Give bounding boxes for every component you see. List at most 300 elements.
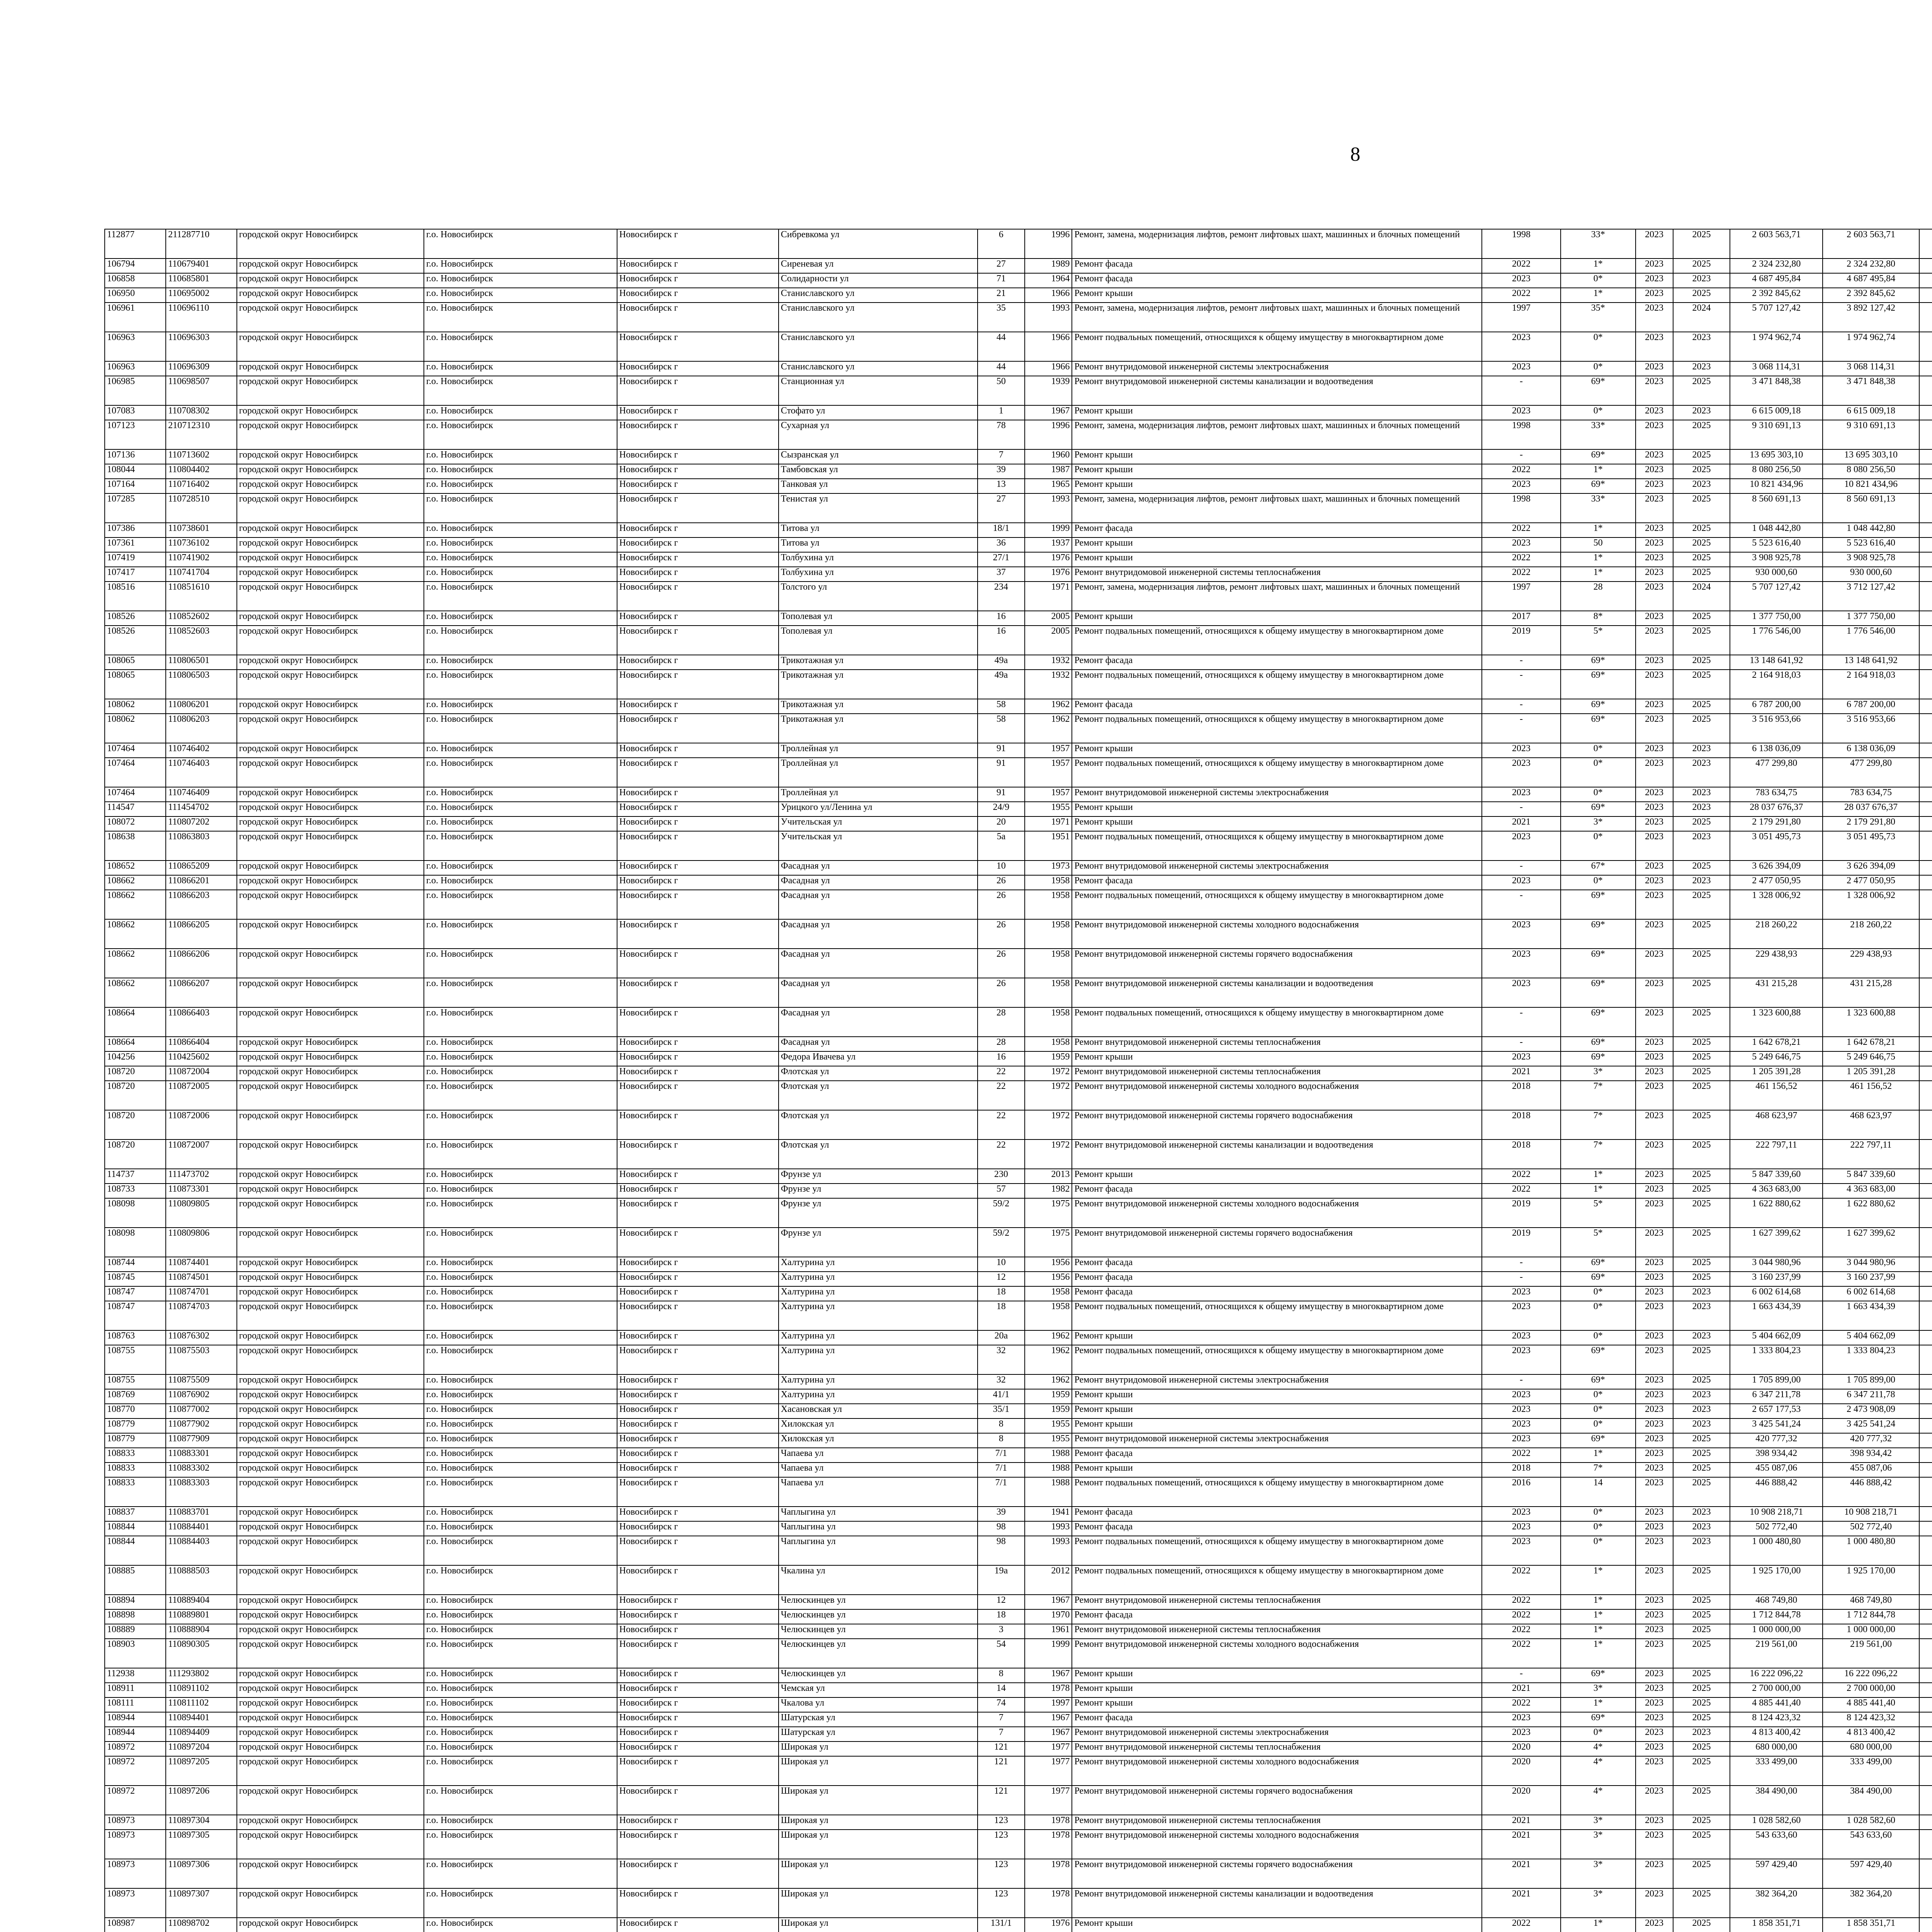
table-cell: Ремонт фасада <box>1072 1609 1482 1624</box>
table-cell: 1962 <box>1025 1345 1072 1374</box>
table-cell: 3* <box>1561 1859 1636 1888</box>
table-cell: г.о. Новосибирск <box>424 1565 617 1595</box>
table-cell: 69* <box>1561 1051 1636 1066</box>
table-cell: 16 <box>978 626 1025 655</box>
table-cell: 2 700 000,00 <box>1823 1683 1919 1697</box>
table-cell: 1961 <box>1025 1624 1072 1639</box>
page-number: 8 <box>1350 143 1361 165</box>
table-row <box>105 1756 1932 1786</box>
table-cell: 104256 <box>105 1051 166 1066</box>
table-cell: 108720 <box>105 1081 166 1110</box>
table-cell: 71 <box>978 273 1025 288</box>
table-cell: 2025 <box>1673 1448 1730 1463</box>
table-cell: 2025 <box>1673 1037 1730 1051</box>
table-cell: 1* <box>1561 1595 1636 1609</box>
table-cell: 108747 <box>105 1286 166 1301</box>
table-cell: 1 776 546,00 <box>1823 626 1919 655</box>
table-cell: г.о. Новосибирск <box>424 1345 617 1374</box>
table-cell: 5 249 646,75 <box>1823 1051 1919 1066</box>
table-cell: 110695002 <box>166 288 237 303</box>
table-cell: 783 634,75 <box>1730 787 1823 802</box>
table-cell: 2023 <box>1636 978 1673 1007</box>
table-cell: 8 <box>978 1668 1025 1683</box>
table-cell: Челюскинцев ул <box>779 1595 978 1609</box>
table-cell: 110897304 <box>166 1815 237 1830</box>
table-cell: 1972 <box>1025 1139 1072 1169</box>
table-cell: Станиславского ул <box>779 303 978 332</box>
table-cell: 8* <box>1561 611 1636 626</box>
table-cell: городской округ Новосибирск <box>237 1389 424 1404</box>
table-cell: - <box>1482 1257 1561 1272</box>
table-cell: 69* <box>1561 1345 1636 1374</box>
table-cell: 2021 <box>1482 1683 1561 1697</box>
table-cell: 2023 <box>1482 1301 1561 1330</box>
table-cell: 50 <box>1561 537 1636 552</box>
table-cell: г.о. Новосибирск <box>424 229 617 259</box>
table-cell: 384 490,00 <box>1730 1786 1823 1815</box>
table-cell: 5 523 616,40 <box>1730 537 1823 552</box>
table-cell: 398 934,42 <box>1823 1448 1919 1463</box>
table-cell <box>1919 1081 1932 1110</box>
table-cell: - <box>1482 376 1561 405</box>
table-cell: 1975 <box>1025 1228 1072 1257</box>
table-cell: 44 <box>978 361 1025 376</box>
table-cell: 37 <box>978 567 1025 582</box>
table-cell: Новосибирск г <box>617 1712 779 1727</box>
table-cell: 98 <box>978 1536 1025 1565</box>
table-cell: 110897306 <box>166 1859 237 1888</box>
table-cell: 59/2 <box>978 1198 1025 1228</box>
table-cell: 2022 <box>1482 552 1561 567</box>
table-cell: 2022 <box>1482 1184 1561 1198</box>
table-cell: 2023 <box>1636 1007 1673 1037</box>
table-cell: 502 772,40 <box>1823 1521 1919 1536</box>
table-cell: 2023 <box>1636 1756 1673 1786</box>
table-cell: 3* <box>1561 1830 1636 1859</box>
table-cell: г.о. Новосибирск <box>424 479 617 493</box>
table-cell: 597 429,40 <box>1730 1859 1823 1888</box>
table-cell: 28 <box>978 1007 1025 1037</box>
table-cell: 1988 <box>1025 1448 1072 1463</box>
table-cell: 110875509 <box>166 1374 237 1389</box>
table-cell: городской округ Новосибирск <box>237 1742 424 1756</box>
table-row <box>105 1051 1932 1066</box>
table-cell: Ремонт внутридомовой инженерной системы канализации и водоотведения <box>1072 376 1482 405</box>
table-row <box>105 1697 1932 1712</box>
table-cell: Станиславского ул <box>779 332 978 361</box>
table-row <box>105 449 1932 464</box>
table-cell <box>1919 479 1932 493</box>
table-row <box>105 1184 1932 1198</box>
table-cell: 1997 <box>1482 303 1561 332</box>
table-cell: 1956 <box>1025 1272 1072 1286</box>
table-row <box>105 611 1932 626</box>
table-cell: городской округ Новосибирск <box>237 582 424 611</box>
table-cell: 1 705 899,00 <box>1730 1374 1823 1389</box>
table-cell: 7/1 <box>978 1477 1025 1507</box>
table-cell: городской округ Новосибирск <box>237 1007 424 1037</box>
table-cell: Ремонт крыши <box>1072 1330 1482 1345</box>
table-cell: 26 <box>978 919 1025 949</box>
table-cell: городской округ Новосибирск <box>237 1110 424 1139</box>
table-cell: Ремонт фасада <box>1072 1521 1482 1536</box>
table-cell: 35* <box>1561 303 1636 332</box>
table-cell: 69* <box>1561 919 1636 949</box>
table-cell: 108903 <box>105 1639 166 1668</box>
table-cell: 2017 <box>1482 611 1561 626</box>
table-row <box>105 1712 1932 1727</box>
table-row <box>105 743 1932 758</box>
table-cell: 5 707 127,42 <box>1730 303 1823 332</box>
table-cell: Новосибирск г <box>617 1257 779 1272</box>
table-cell: 5 707 127,42 <box>1730 582 1823 611</box>
table-cell: 229 438,93 <box>1823 949 1919 978</box>
table-cell: 2 164 918,03 <box>1730 670 1823 699</box>
table-cell <box>1919 1389 1932 1404</box>
table-cell: 111473702 <box>166 1169 237 1184</box>
table-cell: 14 <box>1561 1477 1636 1507</box>
table-cell: 69* <box>1561 802 1636 816</box>
table-cell: Титова ул <box>779 537 978 552</box>
table-cell: 69* <box>1561 1272 1636 1286</box>
table-cell: 110877909 <box>166 1433 237 1448</box>
table-cell: 0* <box>1561 1286 1636 1301</box>
table-row <box>105 1081 1932 1110</box>
table-cell: Ремонт подвальных помещений, относящихся к общему имуществу в многоквартирном доме <box>1072 714 1482 743</box>
table-cell: 2023 <box>1636 449 1673 464</box>
table-cell: г.о. Новосибирск <box>424 1433 617 1448</box>
table-cell: 2023 <box>1636 890 1673 919</box>
table-cell: 2023 <box>1673 743 1730 758</box>
table-row <box>105 1742 1932 1756</box>
table-cell: 2023 <box>1636 1507 1673 1521</box>
table-cell: Троллейная ул <box>779 743 978 758</box>
table-row <box>105 787 1932 802</box>
table-cell: г.о. Новосибирск <box>424 1081 617 1110</box>
table-cell: 2025 <box>1673 1257 1730 1272</box>
table-cell: Ремонт внутридомовой инженерной системы канализации и водоотведения <box>1072 978 1482 1007</box>
table-cell: 2023 <box>1636 758 1673 787</box>
table-cell: 2022 <box>1482 1595 1561 1609</box>
table-row <box>105 1198 1932 1228</box>
table-cell: 108720 <box>105 1139 166 1169</box>
table-cell: 110708302 <box>166 405 237 420</box>
table-cell: 110807202 <box>166 816 237 831</box>
table-cell <box>1919 1639 1932 1668</box>
table-cell: г.о. Новосибирск <box>424 405 617 420</box>
table-cell: г.о. Новосибирск <box>424 802 617 816</box>
table-cell: 1 328 006,92 <box>1730 890 1823 919</box>
table-row <box>105 259 1932 273</box>
table-row <box>105 405 1932 420</box>
table-cell: 2023 <box>1673 758 1730 787</box>
table-cell: 2025 <box>1673 1712 1730 1727</box>
table-row <box>105 1786 1932 1815</box>
table-cell: 0* <box>1561 875 1636 890</box>
table-cell: Широкая ул <box>779 1742 978 1756</box>
table-cell: 1966 <box>1025 288 1072 303</box>
table-cell: 57 <box>978 1184 1025 1198</box>
table-cell: г.о. Новосибирск <box>424 1668 617 1683</box>
table-cell: 110872006 <box>166 1110 237 1139</box>
table-cell: 2023 <box>1636 787 1673 802</box>
table-cell <box>1919 699 1932 714</box>
table-cell: Ремонт внутридомовой инженерной системы холодного водоснабжения <box>1072 919 1482 949</box>
table-cell: Сухарная ул <box>779 420 978 449</box>
table-cell: 1 627 399,62 <box>1823 1228 1919 1257</box>
table-cell <box>1919 1272 1932 1286</box>
table-cell: 110898702 <box>166 1918 237 1932</box>
table-cell: 10 908 218,71 <box>1730 1507 1823 1521</box>
table-cell: 930 000,60 <box>1823 567 1919 582</box>
table-cell: 108944 <box>105 1712 166 1727</box>
table-cell: 1* <box>1561 1697 1636 1712</box>
table-cell: 110884401 <box>166 1521 237 1536</box>
table-cell: 2021 <box>1482 816 1561 831</box>
table-cell: 455 087,06 <box>1730 1463 1823 1477</box>
table-cell: 477 299,80 <box>1730 758 1823 787</box>
table-cell: 114737 <box>105 1169 166 1184</box>
table-cell: Новосибирск г <box>617 875 779 890</box>
table-cell: 28 037 676,37 <box>1823 802 1919 816</box>
table-cell: городской округ Новосибирск <box>237 787 424 802</box>
table-cell: г.о. Новосибирск <box>424 332 617 361</box>
table-cell: 4* <box>1561 1756 1636 1786</box>
table-cell: 2023 <box>1482 1389 1561 1404</box>
table-cell: Учительская ул <box>779 831 978 861</box>
table-cell: 69* <box>1561 699 1636 714</box>
table-cell: 2025 <box>1673 1463 1730 1477</box>
table-cell: 1958 <box>1025 1301 1072 1330</box>
table-cell: г.о. Новосибирск <box>424 1683 617 1697</box>
table-cell: г.о. Новосибирск <box>424 758 617 787</box>
table-cell: 2023 <box>1673 1727 1730 1742</box>
table-cell: Ремонт подвальных помещений, относящихся к общему имуществу в многоквартирном доме <box>1072 758 1482 787</box>
table-cell: 468 623,97 <box>1730 1110 1823 1139</box>
table-cell: 3 068 114,31 <box>1823 361 1919 376</box>
table-cell: 2025 <box>1673 1815 1730 1830</box>
table-cell: Фрунзе ул <box>779 1184 978 1198</box>
table-cell <box>1919 273 1932 288</box>
table-cell: 1962 <box>1025 714 1072 743</box>
table-cell: г.о. Новосибирск <box>424 1815 617 1830</box>
table-cell: 1967 <box>1025 1668 1072 1683</box>
table-cell: 1* <box>1561 288 1636 303</box>
table-cell: 6 002 614,68 <box>1730 1286 1823 1301</box>
table-cell: 6 <box>978 229 1025 259</box>
table-cell: городской округ Новосибирск <box>237 655 424 670</box>
table-cell: 91 <box>978 743 1025 758</box>
table-row <box>105 699 1932 714</box>
table-cell: 33* <box>1561 493 1636 523</box>
table-cell: г.о. Новосибирск <box>424 1756 617 1786</box>
table-cell: Ремонт крыши <box>1072 1683 1482 1697</box>
table-cell: Новосибирск г <box>617 229 779 259</box>
table-cell: г.о. Новосибирск <box>424 567 617 582</box>
table-cell: 8 560 691,13 <box>1730 493 1823 523</box>
table-cell: Ремонт подвальных помещений, относящихся к общему имуществу в многоквартирном доме <box>1072 1007 1482 1037</box>
table-cell: городской округ Новосибирск <box>237 699 424 714</box>
table-cell: 110696110 <box>166 303 237 332</box>
table-cell: 110809805 <box>166 1198 237 1228</box>
table-cell: Новосибирск г <box>617 655 779 670</box>
table-cell: 1 712 844,78 <box>1730 1609 1823 1624</box>
table-cell: городской округ Новосибирск <box>237 1345 424 1374</box>
table-cell: 2023 <box>1482 405 1561 420</box>
table-cell: 107136 <box>105 449 166 464</box>
table-cell: городской округ Новосибирск <box>237 1272 424 1286</box>
table-row <box>105 1859 1932 1888</box>
table-cell: городской округ Новосибирск <box>237 670 424 699</box>
table-cell <box>1919 1037 1932 1051</box>
table-row <box>105 1330 1932 1345</box>
table-cell: 1 000 480,80 <box>1823 1536 1919 1565</box>
table-cell: 2023 <box>1636 1786 1673 1815</box>
table-row <box>105 493 1932 523</box>
table-cell: г.о. Новосибирск <box>424 1066 617 1081</box>
table-cell: 1 622 880,62 <box>1730 1198 1823 1228</box>
table-cell: 468 749,80 <box>1730 1595 1823 1609</box>
table-cell: 2023 <box>1636 919 1673 949</box>
table-cell: 108733 <box>105 1184 166 1198</box>
table-cell: г.о. Новосибирск <box>424 464 617 479</box>
table-cell: 2 700 000,00 <box>1730 1683 1823 1697</box>
table-cell: г.о. Новосибирск <box>424 259 617 273</box>
table-cell <box>1919 1066 1932 1081</box>
table-cell: 108638 <box>105 831 166 861</box>
table-cell: 1957 <box>1025 758 1072 787</box>
table-cell: г.о. Новосибирск <box>424 949 617 978</box>
table-cell: 6 347 211,78 <box>1823 1389 1919 1404</box>
table-cell: 10 821 434,96 <box>1823 479 1919 493</box>
table-cell: Новосибирск г <box>617 1272 779 1286</box>
table-cell: 27 <box>978 493 1025 523</box>
table-cell: 2 477 050,95 <box>1730 875 1823 890</box>
table-cell: 20 <box>978 816 1025 831</box>
table-cell: 1966 <box>1025 361 1072 376</box>
table-cell: 91 <box>978 787 1025 802</box>
table-cell: 49а <box>978 655 1025 670</box>
table-cell: 106963 <box>105 332 166 361</box>
table-cell: Халтурина ул <box>779 1345 978 1374</box>
table-cell <box>1919 1507 1932 1521</box>
table-cell: 2023 <box>1636 1184 1673 1198</box>
table-cell: 2023 <box>1482 1433 1561 1448</box>
table-cell: 420 777,32 <box>1730 1433 1823 1448</box>
table-cell: 1955 <box>1025 1418 1072 1433</box>
table-cell: 543 633,60 <box>1730 1830 1823 1859</box>
table-cell: Новосибирск г <box>617 626 779 655</box>
table-cell: 3 068 114,31 <box>1730 361 1823 376</box>
table-cell: 6 787 200,00 <box>1730 699 1823 714</box>
table-cell: 5* <box>1561 1228 1636 1257</box>
table-cell: Ремонт крыши <box>1072 816 1482 831</box>
table-cell: Ремонт крыши <box>1072 1463 1482 1477</box>
table-cell: 2023 <box>1636 273 1673 288</box>
table-cell: г.о. Новосибирск <box>424 1697 617 1712</box>
table-cell: 1978 <box>1025 1815 1072 1830</box>
table-cell: Новосибирск г <box>617 1066 779 1081</box>
table-cell: 2025 <box>1673 1051 1730 1066</box>
table-cell: г.о. Новосибирск <box>424 699 617 714</box>
table-cell: 2025 <box>1673 1184 1730 1198</box>
table-cell: 108844 <box>105 1536 166 1565</box>
table-cell: г.о. Новосибирск <box>424 1139 617 1169</box>
table-cell: 222 797,11 <box>1730 1139 1823 1169</box>
table-cell: Новосибирск г <box>617 802 779 816</box>
table-cell: 108065 <box>105 670 166 699</box>
table-cell: г.о. Новосибирск <box>424 1448 617 1463</box>
table-cell: 108894 <box>105 1595 166 1609</box>
table-cell: 123 <box>978 1830 1025 1859</box>
table-cell: Ремонт, замена, модернизация лифтов, ремонт лифтовых шахт, машинных и блочных помещений <box>1072 493 1482 523</box>
table-cell: городской округ Новосибирск <box>237 875 424 890</box>
table-cell: 1* <box>1561 523 1636 537</box>
table-cell: Новосибирск г <box>617 552 779 567</box>
table-cell: 106961 <box>105 303 166 332</box>
table-cell: 110746409 <box>166 787 237 802</box>
table-cell: 110866403 <box>166 1007 237 1037</box>
table-cell: 110736102 <box>166 537 237 552</box>
table-cell <box>1919 303 1932 332</box>
table-cell: Ремонт фасада <box>1072 1286 1482 1301</box>
table-cell: 108972 <box>105 1786 166 1815</box>
table-cell: Новосибирск г <box>617 1609 779 1624</box>
table-cell: 2023 <box>1673 802 1730 816</box>
table-cell: 108770 <box>105 1404 166 1418</box>
table-row <box>105 816 1932 831</box>
table-cell: 54 <box>978 1639 1025 1668</box>
table-cell: 2023 <box>1636 1448 1673 1463</box>
table-cell: 1 705 899,00 <box>1823 1374 1919 1389</box>
table-cell: г.о. Новосибирск <box>424 523 617 537</box>
table-cell: 1959 <box>1025 1404 1072 1418</box>
table-cell: 0* <box>1561 332 1636 361</box>
table-cell: г.о. Новосибирск <box>424 1712 617 1727</box>
table-cell: Станиславского ул <box>779 361 978 376</box>
table-cell: 1* <box>1561 1565 1636 1595</box>
table-cell: 69* <box>1561 479 1636 493</box>
table-cell: г.о. Новосибирск <box>424 1169 617 1184</box>
table-cell: Халтурина ул <box>779 1374 978 1389</box>
table-cell <box>1919 1228 1932 1257</box>
table-cell: 121 <box>978 1742 1025 1756</box>
table-cell: 2023 <box>1636 1418 1673 1433</box>
table-cell: 7* <box>1561 1463 1636 1477</box>
table-cell: 67* <box>1561 861 1636 875</box>
table-cell: 1958 <box>1025 875 1072 890</box>
table-cell: 107123 <box>105 420 166 449</box>
table-cell: 2021 <box>1482 1830 1561 1859</box>
table-cell: 1993 <box>1025 493 1072 523</box>
table-cell: 2023 <box>1636 743 1673 758</box>
table-cell: 1987 <box>1025 464 1072 479</box>
table-row <box>105 1918 1932 1932</box>
table-cell: 108973 <box>105 1888 166 1918</box>
table-cell: Флотская ул <box>779 1110 978 1139</box>
table-row <box>105 1286 1932 1301</box>
table-cell: 0* <box>1561 1507 1636 1521</box>
table-cell: 110698507 <box>166 376 237 405</box>
table-cell: городской округ Новосибирск <box>237 1683 424 1697</box>
table-cell: Ремонт подвальных помещений, относящихся к общему имуществу в многоквартирном доме <box>1072 1536 1482 1565</box>
table-cell: Челюскинцев ул <box>779 1609 978 1624</box>
table-cell: Новосибирск г <box>617 787 779 802</box>
table-cell: 14 <box>978 1683 1025 1697</box>
table-cell: 108526 <box>105 611 166 626</box>
table-cell: 2023 <box>1636 626 1673 655</box>
table-cell: 69* <box>1561 1007 1636 1037</box>
